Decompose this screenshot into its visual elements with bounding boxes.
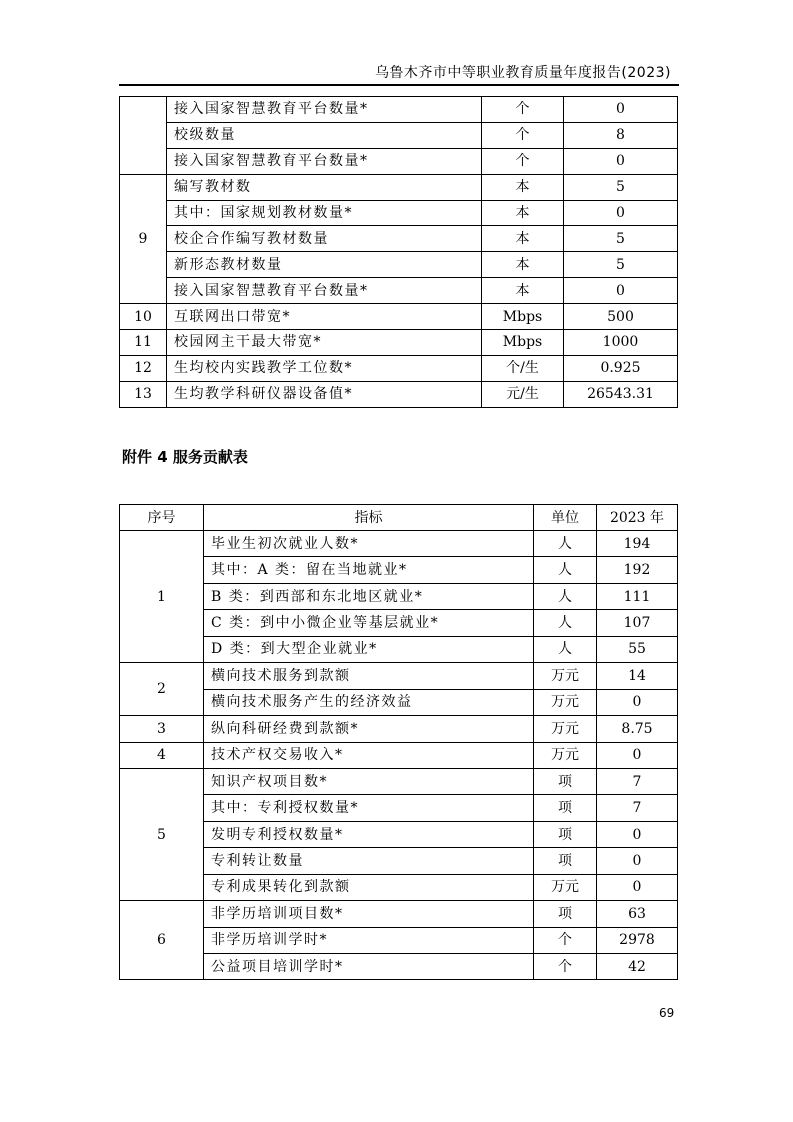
unit-cell: 项 (534, 848, 597, 874)
unit-cell: 元/生 (482, 381, 564, 407)
indicator-cell: 新形态教材数量 (167, 252, 482, 278)
indicator-cell: 专利成果转化到款额 (204, 874, 534, 900)
page-header-title: 乌鲁木齐市中等职业教育质量年度报告(2023) (374, 65, 671, 81)
row-index-cell: 6 (120, 901, 204, 980)
value-cell: 5 (564, 174, 678, 200)
indicator-cell: 发明专利授权数量* (204, 821, 534, 847)
table-row (120, 874, 678, 900)
table-row (120, 97, 678, 123)
value-cell: 500 (564, 304, 678, 330)
table-row (120, 381, 678, 407)
indicator-cell: 接入国家智慧教育平台数量* (167, 278, 482, 304)
row-index-cell: 12 (120, 355, 167, 381)
unit-cell: 万元 (534, 663, 597, 689)
value-cell: 7 (597, 768, 678, 794)
value-cell: 5 (564, 226, 678, 252)
unit-cell: 本 (482, 252, 564, 278)
indicator-cell: 互联网出口带宽* (167, 304, 482, 330)
value-cell: 55 (597, 636, 678, 662)
indicator-cell: 其中：专利授权数量* (204, 795, 534, 821)
value-cell: 0 (564, 200, 678, 226)
indicator-cell: 校企合作编写教材数量 (167, 226, 482, 252)
table-row (120, 355, 678, 381)
row-index-cell: 3 (120, 716, 204, 742)
row-index-cell: 1 (120, 531, 204, 663)
indicator-cell: 技术产权交易收入* (204, 742, 534, 768)
unit-cell: 人 (534, 636, 597, 662)
value-cell: 0 (597, 689, 678, 715)
table-row (120, 768, 678, 794)
row-index-cell: 2 (120, 663, 204, 716)
indicator-cell: 接入国家智慧教育平台数量* (167, 148, 482, 174)
table-row (120, 304, 678, 330)
unit-cell: 人 (534, 557, 597, 583)
unit-cell: Mbps (482, 304, 564, 330)
service-contribution-table (119, 504, 678, 980)
unit-cell: 项 (534, 795, 597, 821)
indicator-cell: 校园网主干最大带宽* (167, 330, 482, 356)
indicator-cell: 其中：国家规划教材数量* (167, 200, 482, 226)
table-row (120, 200, 678, 226)
indicator-cell: 公益项目培训学时* (204, 954, 534, 980)
indicator-cell: 非学历培训学时* (204, 927, 534, 953)
indicator-cell: 专利转让数量 (204, 848, 534, 874)
value-cell: 8.75 (597, 716, 678, 742)
indicator-cell: 其中：A 类：留在当地就业* (204, 557, 534, 583)
unit-cell: 万元 (534, 874, 597, 900)
row-index-cell: 4 (120, 742, 204, 768)
indicator-cell: 横向技术服务产生的经济效益 (204, 689, 534, 715)
header-year: 2023 年 (597, 505, 678, 531)
table-row (120, 742, 678, 768)
row-index-cell: 10 (120, 304, 167, 330)
indicator-cell: 横向技术服务到款额 (204, 663, 534, 689)
value-cell: 7 (597, 795, 678, 821)
indicator-cell: 纵向科研经费到款额* (204, 716, 534, 742)
header-index: 序号 (120, 505, 204, 531)
header-unit: 单位 (534, 505, 597, 531)
indicator-cell: 生均教学科研仪器设备值* (167, 381, 482, 407)
value-cell: 0 (597, 742, 678, 768)
table-row (120, 821, 678, 847)
table-row (120, 954, 678, 980)
table-row (120, 531, 678, 557)
unit-cell: 万元 (534, 716, 597, 742)
value-cell: 107 (597, 610, 678, 636)
table-header-row (120, 505, 678, 531)
unit-cell: 人 (534, 610, 597, 636)
table-caption: 附件 4 服务贡献表 (122, 448, 248, 466)
row-index-cell: 11 (120, 330, 167, 356)
value-cell: 0 (564, 148, 678, 174)
unit-cell: 人 (534, 583, 597, 609)
indicator-cell: 编写教材数 (167, 174, 482, 200)
indicator-cell: C 类：到中小微企业等基层就业* (204, 610, 534, 636)
table-row (120, 901, 678, 927)
header-rule (119, 84, 679, 86)
table-row (120, 848, 678, 874)
value-cell: 111 (597, 583, 678, 609)
row-index-cell: 13 (120, 381, 167, 407)
value-cell: 5 (564, 252, 678, 278)
indicator-cell: 生均校内实践教学工位数* (167, 355, 482, 381)
unit-cell: 个 (482, 97, 564, 123)
value-cell: 26543.31 (564, 381, 678, 407)
unit-cell: 项 (534, 901, 597, 927)
unit-cell: 个 (534, 954, 597, 980)
unit-cell: 万元 (534, 689, 597, 715)
unit-cell: 人 (534, 531, 597, 557)
table-row (120, 278, 678, 304)
table-row (120, 716, 678, 742)
table-row (120, 148, 678, 174)
value-cell: 0 (597, 821, 678, 847)
unit-cell: 万元 (534, 742, 597, 768)
unit-cell: 本 (482, 174, 564, 200)
table-row (120, 252, 678, 278)
value-cell: 1000 (564, 330, 678, 356)
value-cell: 0 (597, 848, 678, 874)
value-cell: 42 (597, 954, 678, 980)
value-cell: 8 (564, 122, 678, 148)
table-row (120, 226, 678, 252)
table-row (120, 663, 678, 689)
table-row (120, 583, 678, 609)
resource-table-body (120, 97, 678, 408)
indicator-cell: 毕业生初次就业人数* (204, 531, 534, 557)
table-row (120, 557, 678, 583)
value-cell: 192 (597, 557, 678, 583)
header-indicator: 指标 (204, 505, 534, 531)
value-cell: 194 (597, 531, 678, 557)
unit-cell: 本 (482, 226, 564, 252)
unit-cell: 本 (482, 200, 564, 226)
unit-cell: 个/生 (482, 355, 564, 381)
unit-cell: 本 (482, 278, 564, 304)
table-row (120, 174, 678, 200)
value-cell: 14 (597, 663, 678, 689)
table-row (120, 927, 678, 953)
indicator-cell: B 类：到西部和东北地区就业* (204, 583, 534, 609)
resource-table (119, 96, 678, 408)
service-contribution-table-body (120, 531, 678, 980)
indicator-cell: 校级数量 (167, 122, 482, 148)
unit-cell: 个 (482, 148, 564, 174)
table-row (120, 610, 678, 636)
unit-cell: 项 (534, 768, 597, 794)
row-index-cell: 9 (120, 174, 167, 303)
indicator-cell: 接入国家智慧教育平台数量* (167, 97, 482, 123)
indicator-cell: D 类：到大型企业就业* (204, 636, 534, 662)
row-index-cell (120, 97, 167, 175)
value-cell: 2978 (597, 927, 678, 953)
unit-cell: 个 (482, 122, 564, 148)
unit-cell: 项 (534, 821, 597, 847)
value-cell: 0 (564, 97, 678, 123)
indicator-cell: 知识产权项目数* (204, 768, 534, 794)
value-cell: 63 (597, 901, 678, 927)
table-row (120, 689, 678, 715)
value-cell: 0 (564, 278, 678, 304)
value-cell: 0 (597, 874, 678, 900)
unit-cell: Mbps (482, 330, 564, 356)
value-cell: 0.925 (564, 355, 678, 381)
unit-cell: 个 (534, 927, 597, 953)
indicator-cell: 非学历培训项目数* (204, 901, 534, 927)
table-row (120, 122, 678, 148)
table-row (120, 795, 678, 821)
page-number: 69 (659, 1006, 675, 1020)
row-index-cell: 5 (120, 768, 204, 900)
table-row (120, 330, 678, 356)
table-row (120, 636, 678, 662)
